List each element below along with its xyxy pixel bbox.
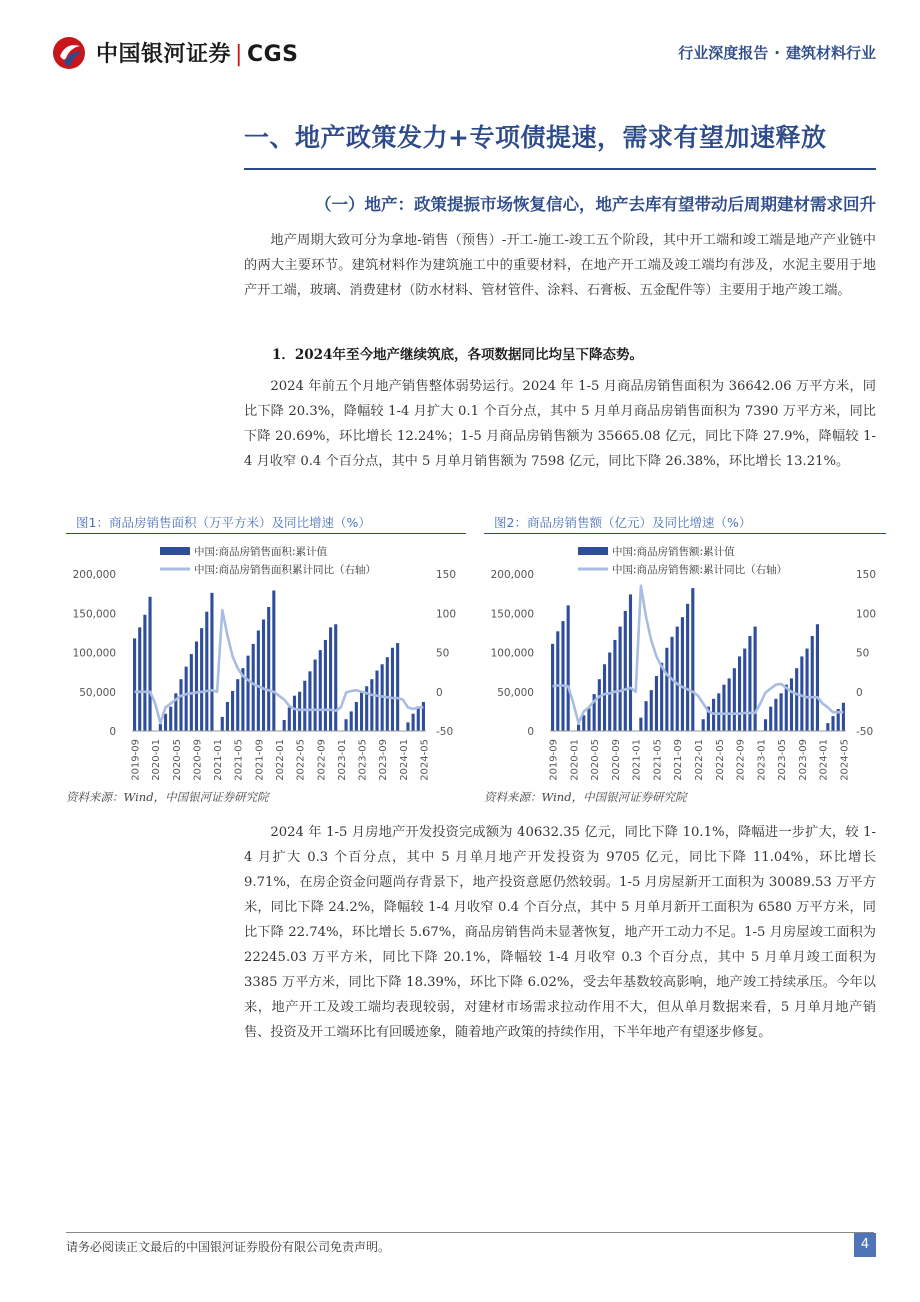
bar [334,624,337,731]
yoy-line [553,586,844,723]
y-right-tick-label: 150 [436,569,457,581]
figure-1-rule [66,533,466,534]
bar [780,693,783,731]
x-tick-label: 2020-09 [192,739,204,781]
x-tick-label: 2022-09 [316,739,328,781]
bar [556,631,559,731]
x-tick-label: 2022-01 [694,739,705,781]
y-left-tick-label: 0 [527,726,534,738]
bar [598,679,601,731]
bar [386,657,389,731]
y-right-tick-label: 0 [856,686,863,699]
bar [149,597,152,731]
legend-bar-label: 中国:商品房销售面积:累计值 [194,546,328,558]
x-tick-label: 2023-05 [357,739,369,781]
section-title: 一、地产政策发力+专项债提速，需求有望加速释放 [244,123,827,152]
bar [324,640,327,731]
bar [816,624,819,731]
cgs-logo-icon [52,36,86,70]
report-type: 行业深度报告 [678,44,769,62]
bar [660,663,663,731]
bar [257,631,260,731]
x-tick-label: 2020-05 [171,739,183,781]
industry-name: 建筑材料行业 [785,44,876,62]
x-tick-label: 2023-01 [336,739,348,781]
bar [169,707,172,731]
bar [728,678,731,731]
bar [587,708,590,731]
y-right-tick-label: 100 [436,608,457,621]
bar [665,648,668,731]
x-tick-label: 2022-01 [275,739,286,781]
y-left-tick-label: 150,000 [72,608,116,621]
x-tick-label: 2023-09 [797,739,809,781]
bar [350,711,353,731]
y-right-tick-label: 50 [856,647,870,660]
logo-cn: 中国银河证券 [96,42,232,67]
bar [795,668,798,731]
bar [800,656,803,731]
bar [288,707,291,731]
company-logo-text [96,37,299,68]
y-right-tick-label: 150 [856,569,877,581]
bar [303,681,306,731]
bar [159,724,162,731]
bar [774,699,777,731]
legend-bar-label: 中国:商品房销售额:累计值 [612,546,735,558]
x-tick-label: 2022-05 [295,739,307,781]
bar [613,640,616,731]
bar [236,679,239,731]
x-tick-label: 2023-05 [777,739,789,781]
section-title-rule [244,168,876,170]
bar [210,593,213,731]
footer-disclaimer: 请务必阅读正文最后的中国银河证券股份有限公司免责声明。 [66,1240,391,1254]
x-tick-label: 2024-01 [398,739,410,781]
y-left-tick-label: 200,000 [490,569,534,581]
figure-2-source: 资料来源：Wind，中国银河证券研究院 [484,790,687,804]
x-tick-label: 2019-09 [548,739,560,781]
bar [375,671,378,731]
bar [319,650,322,731]
bar [195,642,198,731]
bar [842,703,845,731]
yoy-line [135,610,424,723]
bar [722,685,725,731]
x-tick-label: 2021-05 [233,739,245,781]
x-tick-label: 2024-05 [419,739,431,781]
y-left-tick-label: 50,000 [497,686,534,699]
bar [567,605,570,731]
bar [629,594,632,731]
bar [308,671,311,731]
figure-1-source: 资料来源：Wind，中国银河证券研究院 [66,790,269,804]
y-left-tick-label: 200,000 [72,569,116,581]
bar [396,643,399,731]
bar [283,720,286,731]
figure-2-caption: 图2：商品房销售额（亿元）及同比增速（%） [494,515,752,530]
bar [293,696,296,731]
chart-2-sales-value [484,536,886,784]
x-tick-label: 2021-01 [631,739,643,781]
bar [226,702,229,731]
paragraph-2: 2024 年前五个月地产销售整体弱势运行。2024 年 1-5 月商品房销售面积为 36642.06 万平方米，同比下降 20.3%，降幅较 1-4 月扩大 0.1 个百分点，其中 5 月单月商品房销售面积为 7390 万平方米，同比下降 20.69%，环比增长 12.24%；1-5 月商品房销售额为 35665.08 亿元，同比下降 27.9%，降幅较 1-4 月收窄 0.4 个百分点，其中 5 月单月销售额为 7598 亿元，同比下降 26.38%，环比增长 13.21%。 [244,379,876,469]
bar [185,667,188,731]
figure-1-caption: 图1：商品房销售面积（万平方米）及同比增速（%） [76,515,371,530]
bar [314,660,317,731]
legend-line-label: 中国:商品房销售面积累计同比（右轴） [194,564,377,576]
bar [231,691,234,731]
bar [262,620,265,731]
page-number: 4 [854,1233,876,1257]
header-report-info [678,42,876,63]
bar [748,636,751,731]
bar [639,718,642,731]
figure-2-rule [484,533,886,534]
bar [717,693,720,731]
y-right-tick-label: -50 [856,726,874,738]
bar [133,638,136,731]
x-tick-label: 2020-09 [610,739,622,781]
bar [391,648,394,731]
x-tick-label: 2020-01 [569,739,581,781]
bar [577,725,580,731]
bar [582,715,585,731]
bar [650,690,653,731]
bar [298,692,301,731]
x-tick-label: 2021-05 [652,739,664,781]
bar [811,636,814,731]
bar [360,693,363,731]
bar [412,714,415,731]
bar [406,722,409,731]
bar [355,702,358,731]
x-tick-label: 2020-05 [590,739,602,781]
y-left-tick-label: 100,000 [72,647,116,660]
bar [738,656,741,731]
x-tick-label: 2020-01 [151,739,163,781]
legend-line-label: 中国:商品房销售额:累计同比（右轴） [612,564,788,576]
bar [733,668,736,731]
x-tick-label: 2022-05 [714,739,726,781]
bar [655,676,658,731]
bar [138,627,141,731]
chart-1-sales-area [66,536,466,784]
bar [702,719,705,731]
x-tick-label: 2024-01 [818,739,830,781]
bar [619,627,622,731]
bar [205,612,208,731]
bar [670,637,673,731]
y-left-tick-label: 50,000 [79,686,116,699]
bar [221,717,224,731]
y-right-tick-label: 100 [856,608,877,621]
bar [370,679,373,731]
bar [831,716,834,731]
bar [624,611,627,731]
logo-separator: | [235,42,243,67]
x-tick-label: 2023-09 [378,739,390,781]
bar [417,708,420,731]
x-tick-label: 2019-09 [130,739,142,781]
y-right-tick-label: 0 [436,686,443,699]
x-tick-label: 2024-05 [839,739,851,781]
bar [681,617,684,731]
logo-en: CGS [246,42,299,67]
bar [200,628,203,731]
bar [826,723,829,731]
bar [691,588,694,731]
bar [247,656,250,731]
y-left-tick-label: 150,000 [490,608,534,621]
y-left-tick-label: 0 [109,726,116,738]
bar [676,627,679,731]
bar [345,719,348,731]
bar [645,701,648,731]
x-tick-label: 2021-09 [673,739,685,781]
legend-bar-swatch [160,547,190,555]
y-right-tick-label: 50 [436,647,450,660]
paragraph-1: 地产周期大致可分为拿地-销售（预售）-开工-施工-竣工五个阶段，其中开工端和竣工端是地产产业链中的两大主要环节。建筑材料作为建筑施工中的重要材料，在地产开工端及竣工端均有涉及，水泥主要用于地产开工端，玻璃、消费建材（防水材料、管材管件、涂料、石膏板、五金配件等）主要用于地产竣工端。 [244,233,876,298]
bar [805,649,808,731]
bar [143,615,146,731]
bar [267,607,270,731]
bar [754,627,757,731]
x-tick-label: 2021-09 [254,739,266,781]
bar [769,707,772,731]
x-tick-label: 2021-01 [213,739,225,781]
bar [790,678,793,731]
y-left-tick-label: 100,000 [490,647,534,660]
point-title: 1．2024年至今地产继续筑底，各项数据同比均呈下降态势。 [272,347,643,363]
bar [764,719,767,731]
footer-rule [66,1232,874,1233]
bar [785,685,788,731]
bar [561,621,564,731]
bar [272,590,275,731]
bar [743,649,746,731]
bar [329,627,332,731]
paragraph-3: 2024 年 1-5 月房地产开发投资完成额为 40632.35 亿元，同比下降 10.1%，降幅进一步扩大，较 1-4 月扩大 0.3 个百分点，其中 5 月单月地产开发投资为 9705 亿元，同比下降 11.04%，环比增长 9.71%，在房企资金问题尚存背景下，地产投资意愿仍然较弱。1-5 月房屋新开工面积为 30089.53 万平方米，同比下降 24.2%，降幅较 1-4 月收窄 0.4 个百分点，其中 5 月单月新开工面积为 6580 万平方米，同比下降 22.74%，环比增长 5.67%，商品房销售尚未显著恢复，地产开工动力不足。1-5 月房屋竣工面积为 22245.03 万平方米，同比下降 20.1%，降幅较 1-4 月收窄 0.3 个百分点，其中 5 月单月竣工面积为 3385 万平方米，同比下降 18.39%，环比下降 6.02%，受去年基数较高影响，地产竣工持续承压。今年以来，地产开工及竣工端均表现较弱，对建材市场需求拉动作用不大，但从单月数据来看，5 月单月地产销售、投资及开工端环比有回暖迹象，随着地产政策的持续作用，下半年地产有望逐步修复。 [244,825,876,1040]
subsection-title: （一）地产：政策提振市场恢复信心，地产去库有望带动后周期建材需求回升 [315,195,876,214]
bar [164,714,167,731]
bar [179,679,182,731]
x-tick-label: 2023-01 [756,739,768,781]
bar [603,664,606,731]
header-dot: · [774,44,780,62]
y-right-tick-label: -50 [436,726,454,738]
x-tick-label: 2022-09 [735,739,747,781]
bar [252,644,255,731]
legend-bar-swatch [578,547,608,555]
bar [686,604,689,731]
